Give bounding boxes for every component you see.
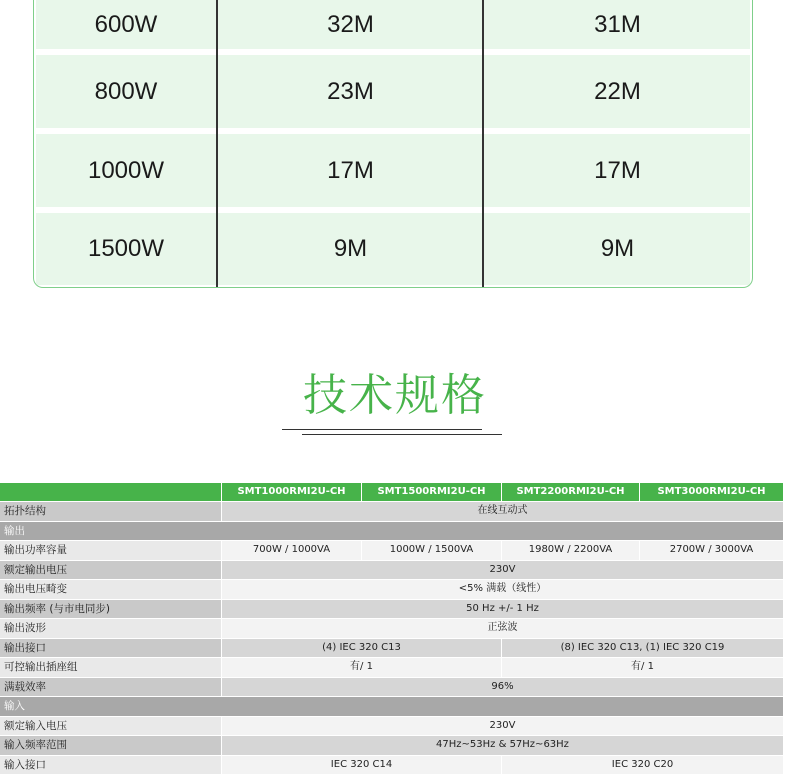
row-label: 拓扑结构 (0, 502, 221, 521)
row-value: 230V (221, 561, 783, 580)
row-value: 2700W / 3000VA (639, 541, 783, 560)
table-row (0, 756, 783, 775)
section-label: 输出 (0, 522, 783, 541)
row-value: 96% (221, 678, 783, 697)
row-value: 700W / 1000VA (221, 541, 361, 560)
row-label: 额定输出电压 (0, 561, 221, 580)
row-value: <5% 满载（线性） (221, 580, 783, 599)
row-label: 输出波形 (0, 619, 221, 638)
runtime-cell: 9M (485, 213, 750, 285)
title-underline (282, 429, 482, 430)
row-label: 输入频率范围 (0, 736, 221, 755)
row-label: 输出功率容量 (0, 541, 221, 560)
runtime-cell: 22M (485, 55, 750, 128)
table-row (0, 600, 783, 620)
table-row (0, 736, 783, 756)
table-row (0, 502, 783, 522)
runtime-cell: 9M (218, 213, 483, 285)
model-header-row (0, 483, 783, 502)
row-value: 230V (221, 717, 783, 736)
runtime-cell: 17M (485, 134, 750, 207)
row-value: 1000W / 1500VA (361, 541, 501, 560)
table-row (0, 717, 783, 737)
model-header: SMT2200RMI2U-CH (501, 483, 639, 501)
row-value: IEC 320 C14 (221, 756, 501, 775)
section-title: 技术规格 (0, 364, 790, 428)
header-blank (0, 483, 221, 501)
row-value: 在线互动式 (221, 502, 783, 521)
row-value: (8) IEC 320 C13, (1) IEC 320 C19 (501, 639, 783, 658)
model-header: SMT1500RMI2U-CH (361, 483, 501, 501)
table-row (0, 561, 783, 581)
table-row (0, 678, 783, 698)
row-label: 输入接口 (0, 756, 221, 775)
runtime-cell: 17M (218, 134, 483, 207)
spec-table (0, 483, 783, 775)
row-value: 正弦波 (221, 619, 783, 638)
table-row (36, 134, 750, 207)
table-row (36, 55, 750, 128)
load-cell: 600W (36, 0, 216, 49)
row-label: 满载效率 (0, 678, 221, 697)
table-row (0, 580, 783, 600)
row-value: (4) IEC 320 C13 (221, 639, 501, 658)
column-divider (216, 0, 218, 287)
load-cell: 800W (36, 55, 216, 128)
row-label: 额定输入电压 (0, 717, 221, 736)
load-cell: 1500W (36, 213, 216, 285)
row-value: 有/ 1 (501, 658, 783, 677)
section-row (0, 697, 783, 717)
table-row (36, 213, 750, 285)
runtime-cell: 32M (218, 0, 483, 49)
model-header: SMT1000RMI2U-CH (221, 483, 361, 501)
row-value: 50 Hz +/- 1 Hz (221, 600, 783, 619)
row-label: 输出接口 (0, 639, 221, 658)
table-row (36, 0, 750, 49)
table-row (0, 639, 783, 659)
title-underline (302, 434, 502, 435)
runtime-table (33, 0, 753, 288)
row-value: IEC 320 C20 (501, 756, 783, 775)
table-row (0, 541, 783, 561)
load-cell: 1000W (36, 134, 216, 207)
model-header: SMT3000RMI2U-CH (639, 483, 783, 501)
runtime-cell: 23M (218, 55, 483, 128)
runtime-cell: 31M (485, 0, 750, 49)
table-row (0, 658, 783, 678)
column-divider (482, 0, 484, 287)
section-row (0, 522, 783, 542)
section-label: 输入 (0, 697, 783, 716)
row-value: 47Hz~53Hz & 57Hz~63Hz (221, 736, 783, 755)
row-value: 1980W / 2200VA (501, 541, 639, 560)
row-label: 输出频率 (与市电同步) (0, 600, 221, 619)
row-value: 有/ 1 (221, 658, 501, 677)
row-label: 输出电压畸变 (0, 580, 221, 599)
row-label: 可控输出插座组 (0, 658, 221, 677)
table-row (0, 619, 783, 639)
